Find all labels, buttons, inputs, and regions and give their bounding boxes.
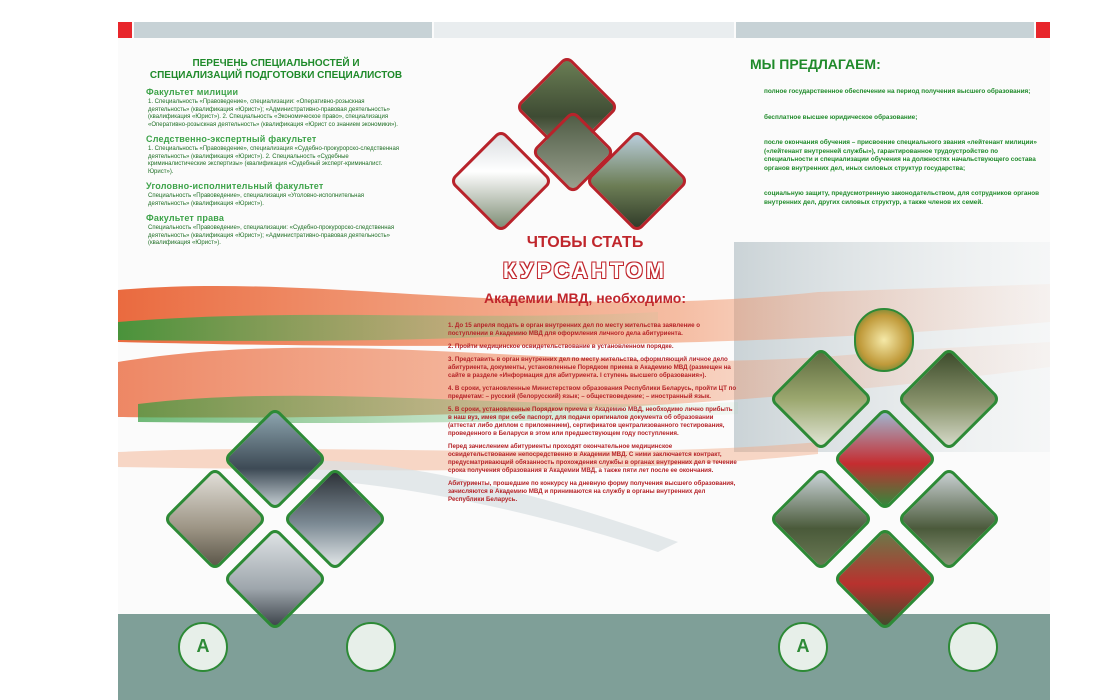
academy-seal-icon: А <box>778 622 828 672</box>
university-seal-icon <box>346 622 396 672</box>
admission-step: 5. В сроки, установленные Порядком приема в Академию МВД, необходимо лично прибыть в наш вуз, имея при себе паспорт, для подачи оригиналов документа об образовании (аттестат либо диплом с приложением), сертификатов централизованного тестирования, проведенного в Беларуси в этом или предшествующем году поступления. <box>448 406 733 437</box>
specialties-column <box>146 58 406 248</box>
admission-step: 1. До 15 апреля подать в орган внутренних дел по месту жительства заявление о поступлении в Академию МВД для оформления личного дела абитуриента. <box>448 322 701 337</box>
offer-item: после окончания обучения – присвоение специального звания «лейтенант милиции» («лейтенант внутренней службы»), гарантированное трудоустройство по специальности и специализации обучения на должностях начальствующего состава органов внутренних дел, иных силовых структур государства; <box>764 139 1037 172</box>
faculty-heading: Факультет милиции <box>146 87 239 97</box>
top-color-bar <box>118 22 1050 38</box>
faculty-body: 1. Специальность «Правоведение», специализации: «Оперативно-розыскная деятельность» (квалификация «Юрист»); «Административно-правовая деятельность» (квалификация «Юрист»). 2. Специальность «Экономическое право», специализация «Оперативно-розыскная деятельность» (квалификация «Юрист со знанием экономики»). <box>148 99 398 128</box>
admission-step: 2. Пройти медицинское освидетельствование в установленном порядке. <box>448 343 674 350</box>
join-title-line1: ЧТОБЫ СТАТЬ <box>526 234 644 251</box>
academy-emblem-icon <box>854 308 914 372</box>
faculty-body: Специальность «Правоведение», специализации: «Судебно-прокурорско-следственная деятельность» (квалификация «Юрист»); «Административно-правовая деятельность» (квалификация «Юрист»). <box>148 225 395 246</box>
offer-item: социальную защиту, предусмотренную законодательством, для сотрудников органов внутренних дел, других силовых структур, а также членов их семей. <box>764 190 1040 206</box>
academy-seal-icon: А <box>178 622 228 672</box>
brochure-spread <box>118 22 1050 700</box>
bottom-band <box>118 614 1050 700</box>
offer-item: полное государственное обеспечение на период получения высшего образования; <box>764 88 1031 95</box>
university-seal-icon <box>948 622 998 672</box>
admission-step: Абитуриенты, прошедшие по конкурсу на дневную форму получения высшего образования, зачисляются в Академию МВД и принимаются на службу в органы внутренних дел Республики Беларусь. <box>448 480 736 503</box>
faculty-heading: Факультет права <box>146 213 225 223</box>
offer-list <box>764 88 1044 224</box>
faculty-body: 1. Специальность «Правоведение», специализация «Судебно-прокурорско-следственная деятельность» (квалификация «Юрист»). 2. Специальность «Судебные криминалистические экспертизы» (квалификация «Судебный эксперт-криминалист. Юрист»). <box>148 146 400 175</box>
admission-step: 4. В сроки, установленные Министерством образования Республики Беларусь, пройти ЦТ по предметам: – русский (белорусский) язык; – обществоведение; – иностранный язык. <box>448 385 737 400</box>
offer-item: бесплатное высшее юридическое образование; <box>764 113 918 121</box>
admission-step: 3. Представить в орган внутренних дел по месту жительства, оформляющий личное дело абитуриента, документы, установленные Порядком приема в Академию МВД (размещен на сайте в разделе «Информация для абитуриента. I ступень высшего образования»). <box>448 356 731 379</box>
faculty-body: Специальность «Правоведение», специализация «Уголовно-исполнительная деятельность» (квалификация «Юрист»). <box>148 193 365 207</box>
join-title-line3: Академии МВД, необходимо: <box>484 290 686 306</box>
admission-step: Перед зачислением абитуриенты проходят окончательное медицинское освидетельствование непосредственно в Академии МВД. С ними заключается контракт, предусматривающий обязанность прохождения службы в органах внутренних дел в течение срока получения образования в Академии МВД, а также пяти лет после ее окончания. <box>448 443 737 474</box>
offer-title: МЫ ПРЕДЛАГАЕМ: <box>750 56 881 72</box>
faculty-heading: Уголовно-исполнительный факультет <box>146 181 324 191</box>
specialties-title: ПЕРЕЧЕНЬ СПЕЦИАЛЬНОСТЕЙ И СПЕЦИАЛИЗАЦИЙ ПОДГОТОВКИ СПЕЦИАЛИСТОВ <box>149 58 403 81</box>
join-title-line2: КУРСАНТОМ <box>502 258 668 283</box>
admission-steps <box>448 322 738 509</box>
faculty-heading: Следственно-экспертный факультет <box>146 134 317 144</box>
